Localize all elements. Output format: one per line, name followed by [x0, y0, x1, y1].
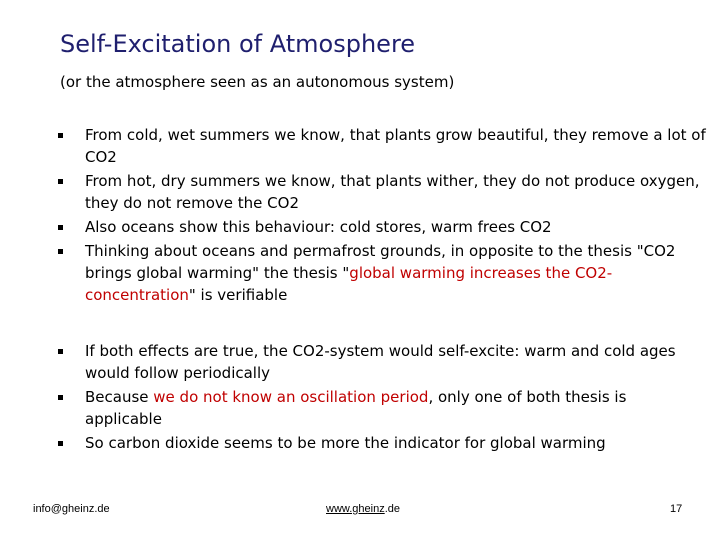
bullet-list-conclusion	[58, 340, 708, 456]
list-item	[58, 124, 708, 168]
bullet-text: From hot, dry summers we know, that plants wither, they do not produce oxygen, they do not remove the CO2	[85, 172, 700, 212]
bullet-list-main	[58, 124, 708, 308]
bullet-text-suffix: , only one of both thesis is applicable	[85, 388, 627, 428]
highlighted-thesis: global warming increases the CO2-concentration	[85, 264, 613, 304]
square-bullet-icon	[58, 179, 63, 184]
list-item	[58, 432, 708, 454]
bullet-text: If both effects are true, the CO2-system would self-excite: warm and cold ages would follow periodically	[85, 342, 676, 382]
list-item	[58, 340, 708, 384]
bullet-text-suffix: " is verifiable	[188, 286, 288, 304]
bullet-text: From cold, wet summers we know, that plants grow beautiful, they remove a lot of CO2	[85, 126, 706, 166]
slide-title: Self-Excitation of Atmosphere	[60, 30, 416, 58]
square-bullet-icon	[58, 249, 63, 254]
list-item	[58, 216, 708, 238]
bullet-text: So carbon dioxide seems to be more the indicator for global warming	[85, 434, 606, 452]
bullet-text: Also oceans show this behaviour: cold stores, warm frees CO2	[85, 218, 552, 236]
list-item	[58, 240, 708, 306]
list-item	[58, 170, 708, 214]
square-bullet-icon	[58, 395, 63, 400]
page-number: 17	[670, 503, 683, 515]
bullet-text-prefix: Because	[85, 388, 154, 406]
footer-website-link[interactable]	[326, 503, 400, 515]
footer-email: info@gheinz.de	[33, 503, 110, 515]
highlighted-phrase: we do not know an oscillation period	[153, 388, 429, 406]
square-bullet-icon	[58, 225, 63, 230]
square-bullet-icon	[58, 441, 63, 446]
list-item	[58, 386, 708, 430]
slide-subtitle: (or the atmosphere seen as an autonomous system)	[60, 73, 455, 91]
bullet-text-prefix: Thinking about oceans and permafrost grounds, in opposite to the thesis "CO2 brings global warming" the thesis "	[85, 242, 676, 282]
square-bullet-icon	[58, 133, 63, 138]
footer-website-suffix: .de	[384, 503, 400, 515]
square-bullet-icon	[58, 349, 63, 354]
footer-website-underlined[interactable]: www.gheinz	[326, 503, 385, 515]
